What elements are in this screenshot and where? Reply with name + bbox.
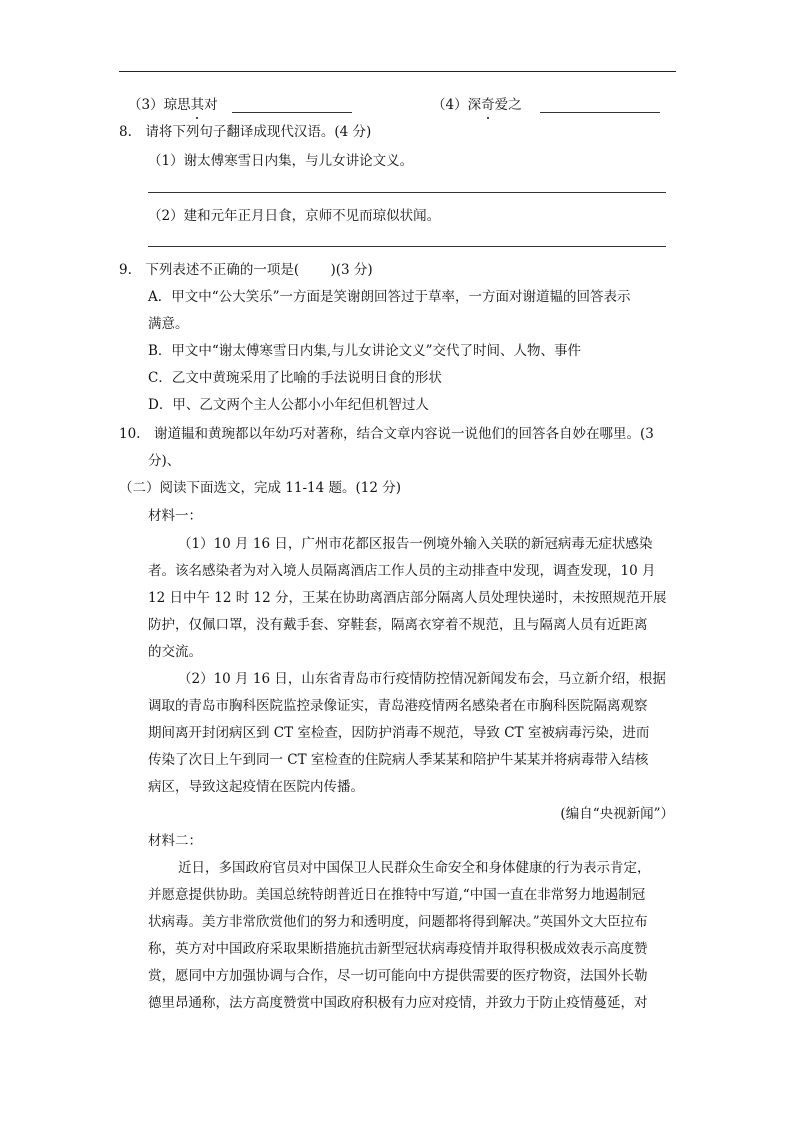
q7-item4-text-post: 爱之 — [494, 97, 522, 113]
q9-stem: 9. 下列表述不正确的一项是( )(3 分) — [119, 262, 373, 278]
q7-item3-text-post: 对 — [204, 97, 218, 113]
q9-option-a-line2: 满意。 — [148, 316, 189, 332]
m1-p2-line: 病区，导致这起疫情在医院内传播。 — [148, 779, 364, 795]
q7-item-4 — [432, 95, 522, 115]
m1-p2-line: （2）10 月 16 日，山东省青岛市行疫情防控情况新闻发布会，马立新介绍，根据 — [178, 671, 666, 687]
q7-item-3 — [128, 95, 218, 115]
q10-stem-line2: 分)、 — [148, 453, 181, 469]
section-2-title: （二）阅读下面选文，完成 11-14 题。(12 分) — [119, 480, 402, 496]
q8-sentence-2: （2）建和元年正月日食，京师不见而琼似状闻。 — [148, 208, 441, 224]
m1-p2-line: 传染了次日上午到同一 CT 室检查的住院病人季某某和陪护牛某某并将病毒带入结核 — [148, 752, 649, 768]
m1-p1-line: （1）10 月 16 日，广州市花都区报告一例境外输入关联的新冠病毒无症状感染 — [178, 536, 653, 552]
m1-p2-line: 调取的青岛市胸科医院监控录像证实，青岛港疫情两名感染者在市胸科医院隔离观察 — [148, 698, 648, 714]
q7-item4-dotted-char: 奇 — [481, 97, 495, 113]
m1-p1-line: 者。该名感染者为对入境人员隔离酒店工作人员的主动排查中发现，调查发现，10 月 — [148, 563, 656, 579]
q9-option-d: D．甲、乙文两个主人公都小小年纪但机智过人 — [148, 397, 429, 413]
q7-item3-text-pre: （3）琼思 — [128, 97, 191, 113]
q7-item4-answer-blank[interactable] — [540, 112, 660, 113]
q7-item4-text-pre: （4）深 — [432, 97, 482, 113]
m1-p1-line: 防护，仅佩口罩，没有戴手套、穿鞋套，隔离衣穿着不规范，且与隔离人员有近距离 — [148, 617, 648, 633]
q9-option-a-line1: A．甲文中“公大笑乐”一方面是笑谢朗回答过于草率，一方面对谢道韫的回答表示 — [148, 289, 631, 305]
q7-item3-dotted-char: 其 — [190, 97, 205, 113]
q8-answer-line-1[interactable] — [148, 192, 666, 193]
m2-p-line: 状病毒。美方非常欣赏他们的努力和透明度，问题都将得到解决。”英国外文大臣拉布 — [148, 914, 648, 930]
q8-answer-line-2[interactable] — [148, 246, 666, 247]
header-rule — [119, 71, 676, 72]
q9-option-b: B．甲文中“谢太傅寒雪日内集,与儿女讲论文义”交代了时间、人物、事件 — [148, 343, 582, 359]
q8-stem: 8. 请将下列句子翻译成现代汉语。(4 分) — [119, 124, 372, 140]
m1-p1-line: 的交流。 — [148, 644, 202, 660]
m1-p1-line: 12 日中午 12 时 12 分，王某在协助离酒店部分隔离人员处理快递时，未按照规范开展 — [148, 590, 667, 606]
m1-p2-line: 期间离开封闭病区到 CT 室检查，因防护消毒不规范，导致 CT 室被病毒污染，进而 — [148, 725, 650, 741]
q9-option-c: C．乙文中黄琬采用了比喻的手法说明日食的形状 — [148, 370, 442, 386]
q7-item3-answer-blank[interactable] — [232, 112, 352, 113]
m2-p-line: 并愿意提供协助。美国总统特朗普近日在推特中写道,“中国一直在非常努力地遏制冠 — [148, 887, 646, 903]
m2-p-line: 近日，多国政府官员对中国保卫人民群众生命安全和身体健康的行为表示肯定， — [178, 860, 651, 876]
material-2-label: 材料二： — [148, 833, 202, 849]
m2-p-line: 德里昂通称，法方高度赞赏中国政府积极有力应对疫情，并致力于防止疫情蔓延，对 — [148, 995, 648, 1011]
q10-stem-line1: 10. 谢道韫和黄琬都以年幼巧对著称，结合文章内容说一说他们的回答各自妙在哪里。(3 — [119, 426, 654, 442]
material-1-source: (编自“央视新闻”） — [560, 806, 674, 822]
q8-sentence-1: （1）谢太傅寒雪日内集，与儿女讲论文义。 — [148, 153, 414, 169]
material-1-label: 材料一： — [148, 508, 202, 524]
m2-p-line: 称，英方对中国政府采取果断措施抗击新型冠状病毒疫情并取得积极成效表示高度赞 — [148, 941, 648, 957]
m2-p-line: 赏，愿同中方加强协调与合作，尽一切可能向中方提供需要的医疗物资，法国外长勒 — [148, 968, 648, 984]
